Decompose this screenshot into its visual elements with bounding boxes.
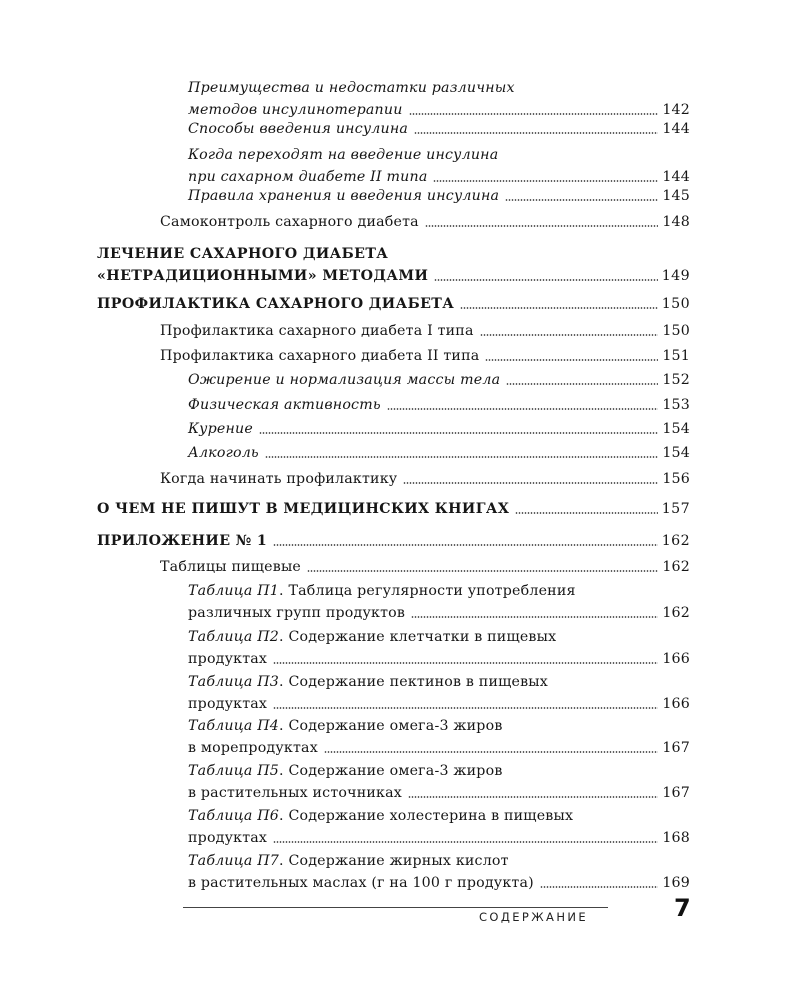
toc-entry-title: различных групп продуктов bbox=[188, 605, 406, 621]
toc-chapter-title: ЛЕЧЕНИЕ САХАРНОГО ДИАБЕТА bbox=[97, 246, 389, 262]
toc-page-number: 150 bbox=[662, 323, 690, 339]
table-label: Таблица П6 bbox=[188, 808, 280, 824]
toc-entry-title: в растительных маслах (г на 100 г продукта) bbox=[188, 875, 534, 891]
dot-leader bbox=[273, 841, 658, 843]
toc-page-number: 166 bbox=[662, 651, 690, 667]
toc-entry-title: . Содержание пектинов в пищевых bbox=[279, 674, 548, 690]
toc-page-number: 144 bbox=[662, 121, 690, 137]
dot-leader bbox=[273, 544, 658, 546]
dot-leader bbox=[515, 512, 657, 514]
dot-leader bbox=[408, 796, 658, 798]
toc-page-number: 167 bbox=[662, 740, 690, 756]
toc-chapter-title: «НЕТРАДИЦИОННЫМИ» МЕТОДАМИ bbox=[97, 268, 429, 284]
table-label: Таблица П1 bbox=[188, 583, 280, 599]
dot-leader bbox=[434, 279, 657, 281]
dot-leader bbox=[324, 751, 658, 753]
running-footer-section: СОДЕРЖАНИЕ bbox=[479, 910, 589, 924]
toc-page-number: 166 bbox=[662, 696, 690, 712]
table-label: Таблица П5 bbox=[188, 763, 280, 779]
dot-leader bbox=[265, 456, 658, 458]
dot-leader bbox=[409, 113, 659, 115]
toc-entry-title: . Содержание омега-3 жиров bbox=[279, 718, 503, 734]
toc-entry-title: Курение bbox=[188, 421, 253, 437]
toc-chapter-title: ПРОФИЛАКТИКА САХАРНОГО ДИАБЕТА bbox=[97, 296, 455, 312]
toc-page-number: 150 bbox=[661, 296, 690, 312]
toc-entry-title: методов инсулинотерапии bbox=[188, 102, 403, 118]
toc-entry-title: Алкоголь bbox=[188, 445, 259, 461]
dot-leader bbox=[460, 307, 658, 309]
table-label: Таблица П4 bbox=[188, 718, 280, 734]
toc-entry-title: при сахарном диабете II типа bbox=[188, 169, 428, 185]
toc-page-number: 162 bbox=[662, 559, 690, 575]
dot-leader bbox=[273, 662, 658, 664]
dot-leader bbox=[414, 132, 658, 134]
dot-leader bbox=[506, 383, 658, 385]
dot-leader bbox=[433, 180, 658, 182]
dot-leader bbox=[273, 707, 658, 709]
dot-leader bbox=[387, 408, 659, 410]
table-label: Таблица П3 bbox=[188, 674, 280, 690]
toc-page-number: 144 bbox=[662, 169, 690, 185]
dot-leader bbox=[307, 570, 658, 572]
toc-page-number: 153 bbox=[662, 397, 690, 413]
toc-entry-title: Профилактика сахарного диабета II типа bbox=[160, 348, 480, 364]
toc-entry-title: Профилактика сахарного диабета I типа bbox=[160, 323, 474, 339]
dot-leader bbox=[480, 334, 659, 336]
toc-entry-title: Преимущества и недостатки различных bbox=[188, 80, 515, 96]
toc-entry-title: . Содержание омега-3 жиров bbox=[279, 763, 503, 779]
toc-entry-title: Таблицы пищевые bbox=[160, 559, 302, 575]
dot-leader bbox=[485, 359, 658, 361]
toc-entry-title: продуктах bbox=[188, 696, 268, 712]
toc-entry-title: в растительных источниках bbox=[188, 785, 402, 801]
toc-page-number: 169 bbox=[662, 875, 690, 891]
dot-leader bbox=[411, 616, 658, 618]
toc-entry-title: Физическая активность bbox=[188, 397, 381, 413]
toc-page-number: 157 bbox=[661, 501, 690, 517]
footer-rule bbox=[183, 907, 608, 908]
toc-entry-title: продуктах bbox=[188, 651, 268, 667]
dot-leader bbox=[403, 482, 658, 484]
dot-leader bbox=[259, 432, 658, 434]
toc-entry-title: Ожирение и нормализация массы тела bbox=[188, 372, 501, 388]
toc-page-number: 154 bbox=[662, 421, 690, 437]
dot-leader bbox=[425, 225, 659, 227]
toc-entry-title: Когда начинать профилактику bbox=[160, 471, 398, 487]
dot-leader bbox=[505, 199, 658, 201]
toc-page-number: 156 bbox=[662, 471, 690, 487]
toc-entry-title: . Содержание жирных кислот bbox=[279, 853, 509, 869]
toc-page-number: 142 bbox=[662, 102, 690, 118]
toc-page-number: 145 bbox=[662, 188, 690, 204]
table-label: Таблица П7 bbox=[188, 853, 280, 869]
toc-entry-title: . Содержание клетчатки в пищевых bbox=[279, 629, 557, 645]
table-label: Таблица П2 bbox=[188, 629, 280, 645]
toc-page-number: 151 bbox=[662, 348, 690, 364]
toc-entry-title: . Содержание холестерина в пищевых bbox=[279, 808, 574, 824]
toc-chapter-title: ПРИЛОЖЕНИЕ № 1 bbox=[97, 533, 268, 549]
toc-entry-title: Самоконтроль сахарного диабета bbox=[160, 214, 419, 230]
toc-page-number: 154 bbox=[662, 445, 690, 461]
toc-page-number: 162 bbox=[661, 533, 690, 549]
toc-page-number: 162 bbox=[662, 605, 690, 621]
toc-page-number: 167 bbox=[662, 785, 690, 801]
toc-chapter-title: О ЧЕМ НЕ ПИШУТ В МЕДИЦИНСКИХ КНИГАХ bbox=[97, 501, 510, 517]
toc-page-number: 168 bbox=[662, 830, 690, 846]
toc-entry-title: . Таблица регулярности употребления bbox=[279, 583, 576, 599]
toc-entry-title: Когда переходят на введение инсулина bbox=[188, 147, 499, 163]
toc-page-number: 149 bbox=[661, 268, 690, 284]
page-number: 7 bbox=[674, 894, 691, 922]
toc-entry-title: продуктах bbox=[188, 830, 268, 846]
toc-page-number: 148 bbox=[662, 214, 690, 230]
toc-entry-title: Правила хранения и введения инсулина bbox=[188, 188, 500, 204]
dot-leader bbox=[540, 886, 658, 888]
toc-entry-title: Способы введения инсулина bbox=[188, 121, 409, 137]
toc-page-number: 152 bbox=[662, 372, 690, 388]
toc-entry-title: в морепродуктах bbox=[188, 740, 318, 756]
